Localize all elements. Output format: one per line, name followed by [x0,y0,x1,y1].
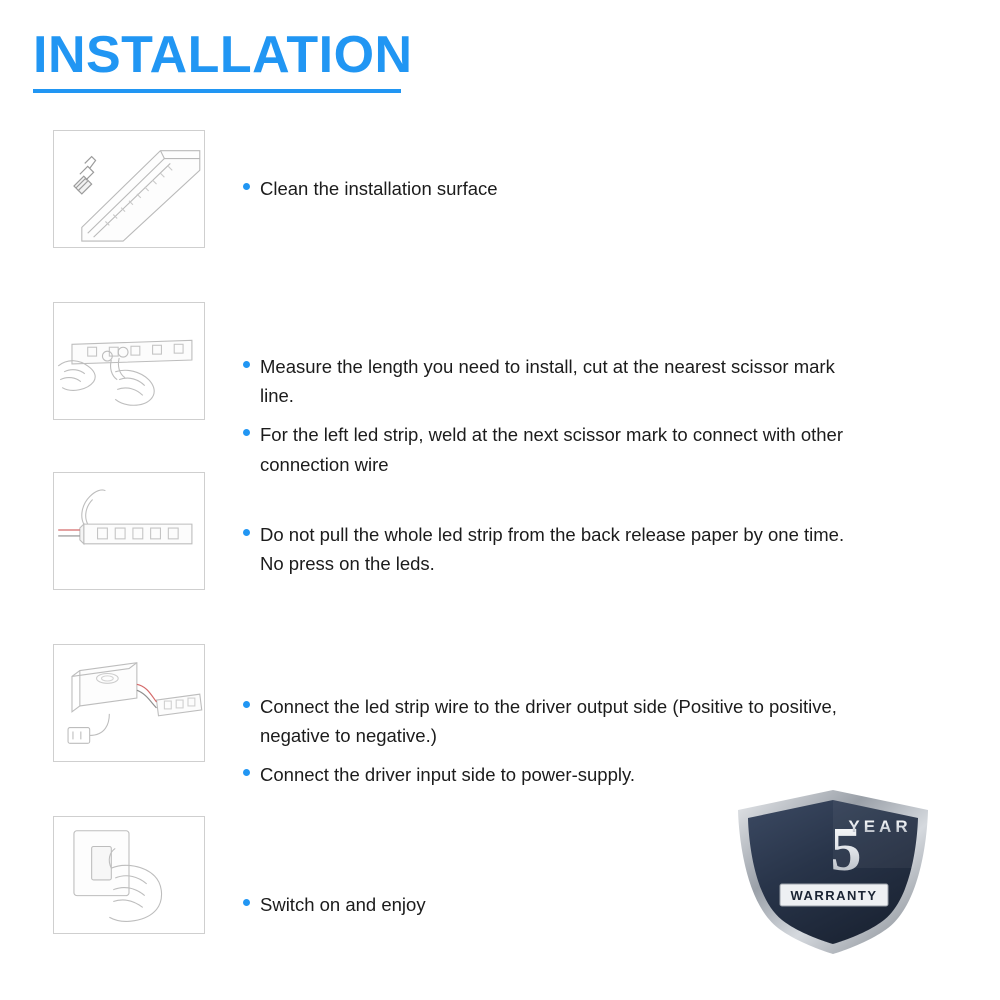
step-bullets [243,130,1000,203]
bullet-dot-icon [243,769,250,776]
bullet-dot-icon [243,899,250,906]
warranty-number: 5 [830,816,862,884]
bullet-dot-icon [243,529,250,536]
bullet-text: Measure the length you need to install, cut at the nearest scissor mark line. [260,356,835,407]
step-item [0,302,1000,475]
warranty-badge [728,786,938,958]
bullet-text: Switch on and enjoy [260,894,426,915]
bullet-text: For the left led strip, weld at the next scissor mark to connect with other connection wire [260,424,844,475]
connect-driver-illustration [53,644,205,762]
step-bullets [243,302,1000,479]
step-bullets [243,472,1000,578]
step-bullets [243,644,1000,790]
bullet-dot-icon [243,701,250,708]
bullet-item [243,352,1000,410]
page-title: INSTALLATION [33,26,413,84]
bullet-item [243,420,1000,478]
step-item [0,472,1000,644]
bullet-dot-icon [243,429,250,436]
bullet-item [243,692,1000,750]
cut-at-scissor-mark-illustration [53,302,205,420]
title-underline [33,89,401,93]
svg-text:WARRANTY: WARRANTY [790,888,878,903]
switch-on-illustration [53,816,205,934]
bullet-text: Clean the installation surface [260,178,498,199]
bullet-text: Connect the led strip wire to the driver output side (Positive to positive, negative to negative.) [260,696,837,747]
svg-text:YEAR: YEAR [848,817,912,836]
page-title-block [33,28,413,93]
bullet-item [243,520,1000,578]
bullet-text: Do not pull the whole led strip from the back release paper by one time. No press on the leds. [260,524,845,575]
bullet-item [243,174,1000,203]
bullet-text: Connect the driver input side to power-supply. [260,764,635,786]
step-item [0,130,1000,302]
peel-release-paper-illustration [53,472,205,590]
bullet-dot-icon [243,183,250,190]
bullet-dot-icon [243,361,250,368]
clean-surface-illustration [53,130,205,248]
